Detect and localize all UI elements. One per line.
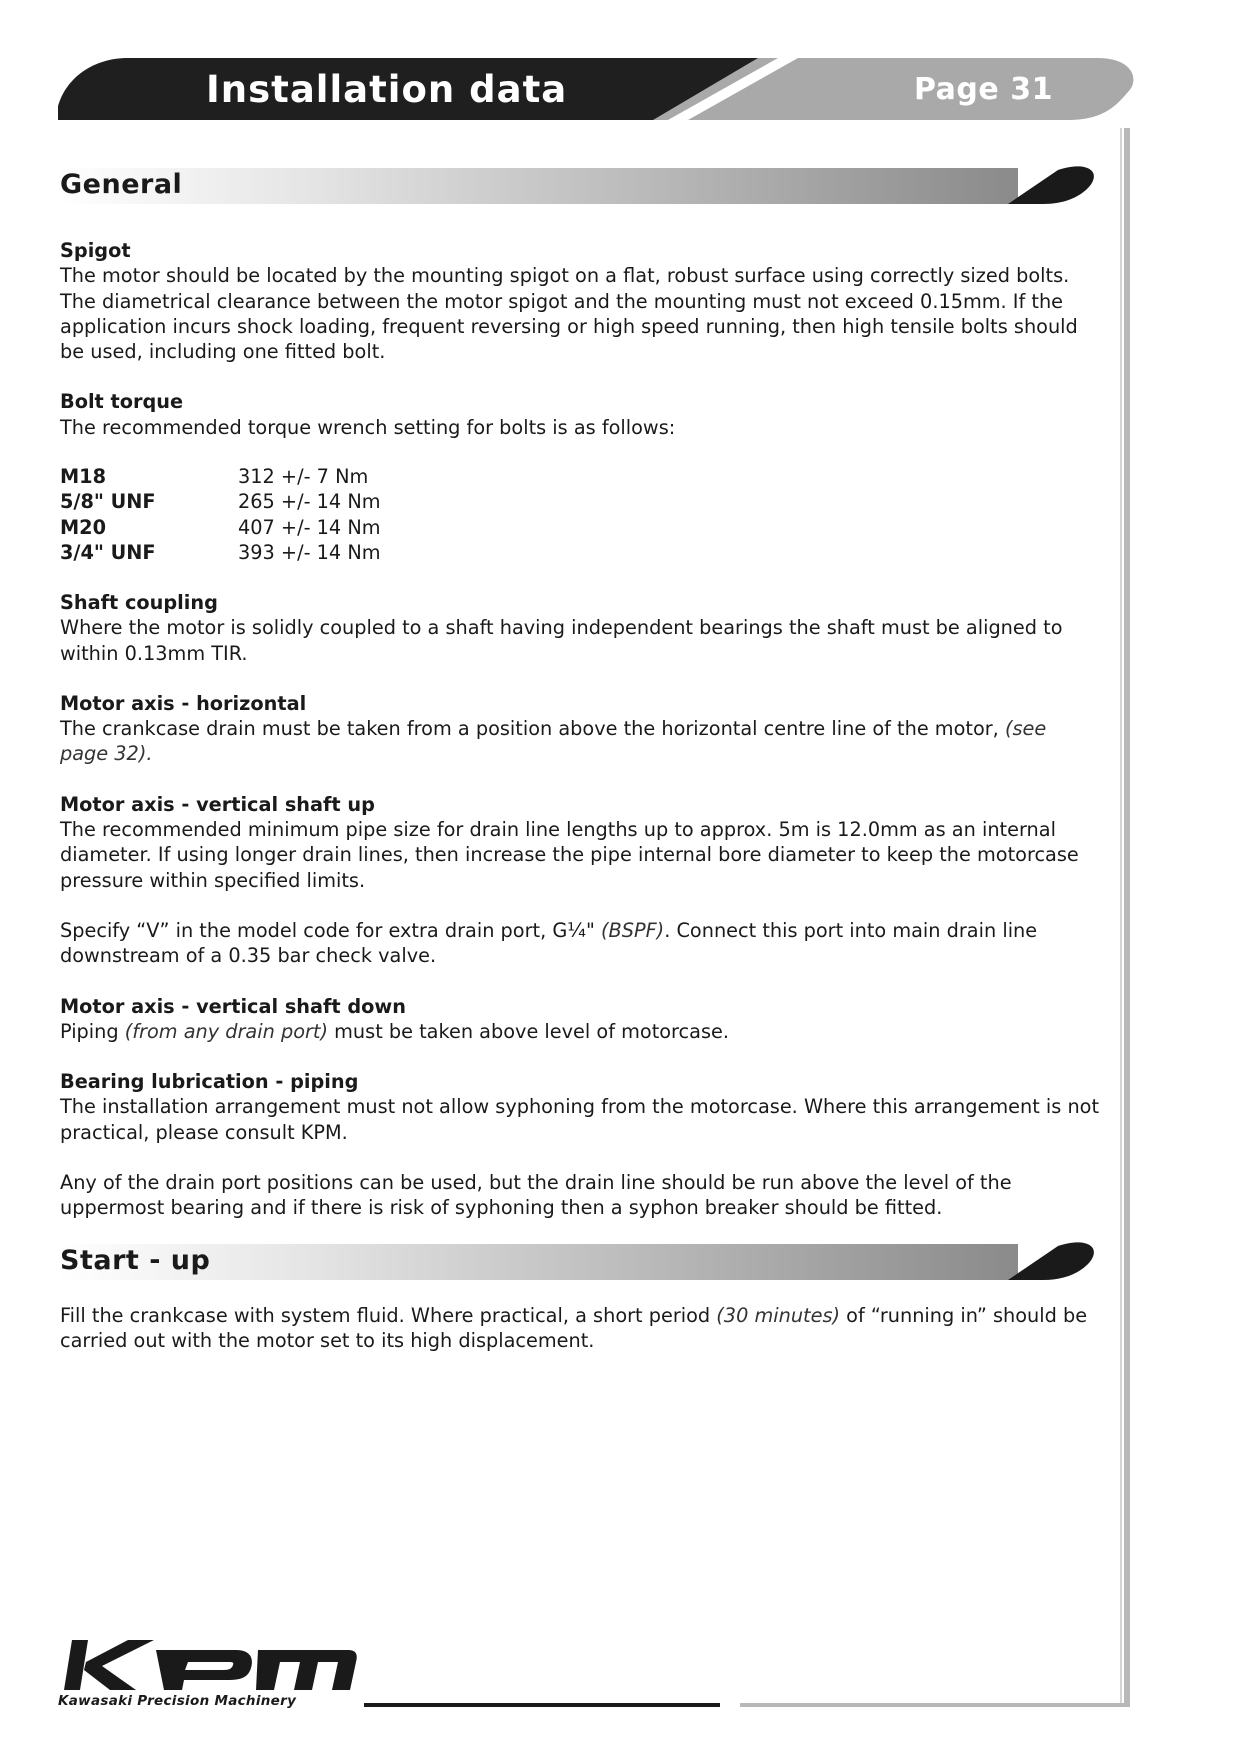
torque-size: 5/8" UNF [60,490,156,514]
content-main [60,590,1100,1221]
heading-bearing-lubrication: Bearing lubrication - piping [60,1070,359,1094]
section-header-startup [58,1240,1098,1284]
text-motor-vertical-down: Piping (from any drain port) must be taken above level of motorcase. [60,1019,730,1043]
kpm-logo-mark [58,1636,358,1694]
header-banner [58,58,1138,120]
torque-value: 393 +/- 14 Nm [238,540,381,564]
heading-spigot: Spigot [60,239,131,262]
page-reference: (see page 32). [60,717,1047,766]
text-startup: Fill the crankcase with system fluid. Where practical, a short period (30 minutes) of “running in” should be carried out with the motor set to its high displacement. [60,1304,1088,1353]
heading-shaft-coupling: Shaft coupling [60,591,218,614]
page-border-bottom [740,1703,1130,1707]
logo-tagline: Kawasaki Precision Machinery [58,1693,297,1709]
content-spigot-bolt [60,238,1100,440]
torque-table [60,464,381,565]
text-bearing-lubrication-2: Any of the drain port positions can be used, but the drain line should be run above the level of the uppermost bearing and if there is risk of syphoning then a syphon breaker should be fitted. [60,1171,1012,1220]
heading-motor-vertical-down: Motor axis - vertical shaft down [60,994,406,1018]
text-spigot: The motor should be located by the mounting spigot on a flat, robust surface using correctly sized bolts. The diametrical clearance between the motor spigot and the mounting must not exceed 0.15mm. If the application incurs shock loading, frequent reversing or high speed running, then high tensile bolts should be used, including one fitted bolt. [60,264,1078,364]
torque-value: 312 +/- 7 Nm [238,465,369,488]
content-startup [60,1303,1100,1354]
page-border-right-inner [1120,128,1122,1706]
section-bar-shape [58,164,1098,208]
torque-row [60,540,381,565]
text-motor-horizontal: The crankcase drain must be taken from a position above the horizontal centre line of the motor, (see page 32). [60,717,1047,766]
text-bolt-torque-intro: The recommended torque wrench setting for bolts is as follows: [60,415,676,439]
footer-rule [364,1703,720,1707]
torque-row [60,515,381,540]
torque-size: M18 [60,465,107,488]
text-bearing-lubrication-1: The installation arrangement must not allow syphoning from the motorcase. Where this arrangement is not practical, please consult KPM. [60,1095,1100,1144]
torque-size: M20 [60,515,107,539]
torque-size: 3/4" UNF [60,540,156,564]
torque-row [60,464,381,489]
torque-value: 407 +/- 14 Nm [238,515,381,539]
torque-value: 265 +/- 14 Nm [238,490,381,514]
heading-bolt-torque: Bolt torque [60,390,184,414]
heading-motor-vertical-up: Motor axis - vertical shaft up [60,792,375,816]
section-title-general: General [60,169,183,200]
page-title: Installation data [206,68,568,111]
torque-row [60,489,381,514]
section-bar-shape [58,1240,1098,1284]
heading-motor-horizontal: Motor axis - horizontal [60,691,307,715]
text-drain-port-spec: Specify “V” in the model code for extra drain port, G¼" (BSPF). Connect this port into main drain line downstream of a 0.35 bar check valve. [60,918,1038,968]
text-shaft-coupling: Where the motor is solidly coupled to a shaft having independent bearings the shaft must be aligned to within 0.13mm TIR. [60,616,1063,665]
page-border-right [1124,128,1130,1706]
section-title-startup: Start - up [60,1245,211,1276]
page-number: Page 31 [914,72,1053,107]
kpm-logo [58,1636,358,1716]
section-header-general [58,164,1098,208]
text-motor-vertical-up: The recommended minimum pipe size for drain line lengths up to approx. 5m is 12.0mm as an internal diameter. If using longer drain lines, then increase the pipe internal bore diameter to keep the motorcase pressure within specified limits. [60,818,1079,892]
